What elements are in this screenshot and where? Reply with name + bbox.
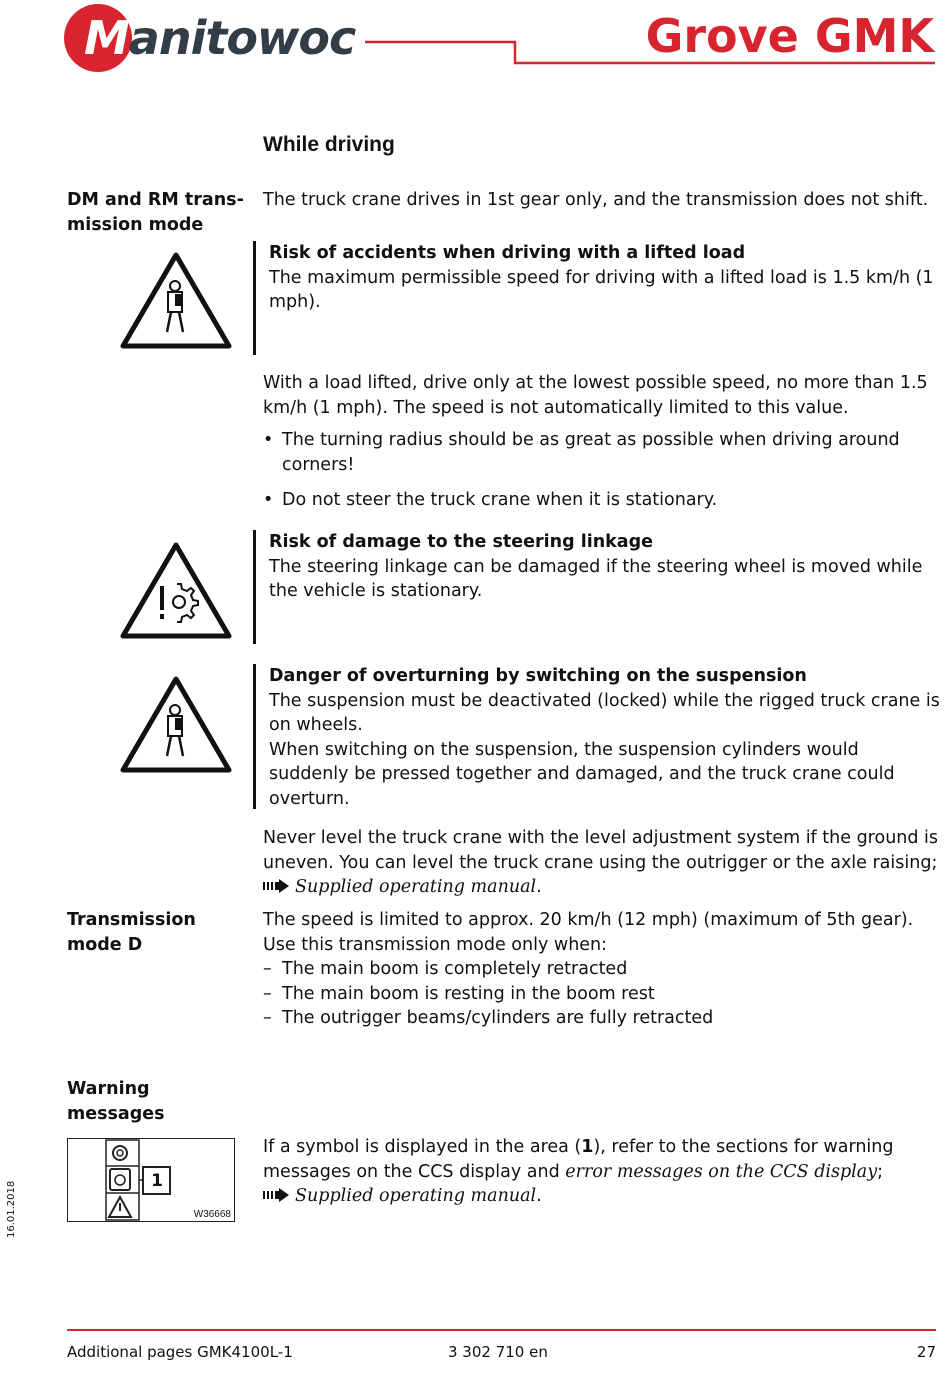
- dash-item: – The main boom is resting in the boom rest: [263, 982, 943, 1007]
- bullet-item: • Do not steer the truck crane when it is stationary.: [263, 488, 943, 513]
- diagram-code: W36668: [193, 1209, 231, 1220]
- warning-text: The suspension must be deactivated (locked) while the rigged truck crane is on wheels.: [269, 690, 940, 735]
- warning-text: The steering linkage can be damaged if the steering wheel is moved while the vehicle is stationary.: [269, 556, 923, 601]
- reference-link[interactable]: Supplied operating manual: [295, 1186, 537, 1206]
- text-segment: ), refer to the sections for warning messages on the CCS display and: [263, 1137, 894, 1182]
- callout-ref: 1: [581, 1137, 594, 1157]
- leveling-text: Never level the truck crane with the level adjustment system if the ground is uneven. You can level the truck crane using the outrigger or the axle raising;: [263, 828, 939, 873]
- warning-title: Risk of damage to the steering linkage: [269, 532, 654, 552]
- diagram-callout: 1: [151, 1171, 163, 1191]
- product-name: Grove GMK: [645, 9, 934, 63]
- text-segment: If a symbol is displayed in the area (: [263, 1137, 582, 1157]
- warning-overturning-suspension: [253, 664, 943, 809]
- warning-title: Risk of accidents when driving with a lifted load: [269, 243, 746, 263]
- mode-d-block: [263, 908, 943, 1031]
- reference-arrow-icon: [263, 1188, 291, 1202]
- reference-link[interactable]: error messages on the CCS display: [565, 1161, 878, 1182]
- brand-first-letter: M: [84, 11, 129, 65]
- text-segment: ;: [877, 1161, 884, 1182]
- mode-d-label: Transmission mode D: [67, 910, 196, 955]
- reference-link[interactable]: Supplied operating manual: [295, 877, 537, 897]
- footer-rule: [67, 1329, 936, 1331]
- footer-document: Additional pages GMK4100L-1: [67, 1343, 293, 1361]
- mode-d-usage: Use this transmission mode only when:: [263, 934, 608, 955]
- bullet-item: • The turning radius should be as great as possible when driving around corners!: [263, 428, 943, 477]
- paragraph-leveling: [263, 826, 943, 900]
- person-warning-icon: [119, 250, 233, 350]
- damage-warning-icon: [119, 540, 233, 640]
- warning-accident-lifted-load: [253, 241, 943, 355]
- warning-title: Danger of overturning by switching on the suspension: [269, 666, 807, 686]
- person-warning-icon: [119, 674, 233, 774]
- brand-logo: [84, 10, 355, 66]
- mode-d-speed: The speed is limited to approx. 20 km/h (12 mph) (maximum of 5th gear).: [263, 910, 914, 930]
- footer-doc-number: 3 302 710 en: [448, 1343, 548, 1361]
- dm-rm-block: [263, 371, 943, 513]
- warning-steering-damage: [253, 530, 943, 644]
- warning-messages-text: [263, 1135, 943, 1209]
- dash-item: – The main boom is completely retracted: [263, 957, 943, 982]
- dm-rm-text: The truck crane drives in 1st gear only, and the transmission does not shift.: [263, 190, 929, 210]
- warning-messages-label: Warning messages: [67, 1079, 165, 1124]
- ccs-display-diagram: [67, 1138, 235, 1222]
- dash-item: – The outrigger beams/cylinders are fully retracted: [263, 1006, 943, 1031]
- period: .: [536, 1186, 542, 1206]
- print-date: 16.01.2018: [6, 1180, 17, 1238]
- warning-text: The maximum permissible speed for driving with a lifted load is 1.5 km/h (1 mph).: [269, 267, 934, 312]
- period: .: [536, 877, 542, 897]
- page-number: 27: [916, 1343, 936, 1361]
- section-title: While driving: [263, 133, 395, 156]
- warning-text: When switching on the suspension, the suspension cylinders would suddenly be pressed together and damaged, and the truck crane could overturn.: [269, 739, 895, 809]
- brand-rest: anitowoc: [128, 11, 356, 65]
- paragraph-lifted-speed: With a load lifted, drive only at the lowest possible speed, no more than 1.5 km/h (1 mph). The speed is not automatically limited to this value.: [263, 373, 928, 418]
- reference-arrow-icon: [263, 879, 291, 893]
- dm-rm-label: DM and RM trans- mission mode: [67, 190, 244, 235]
